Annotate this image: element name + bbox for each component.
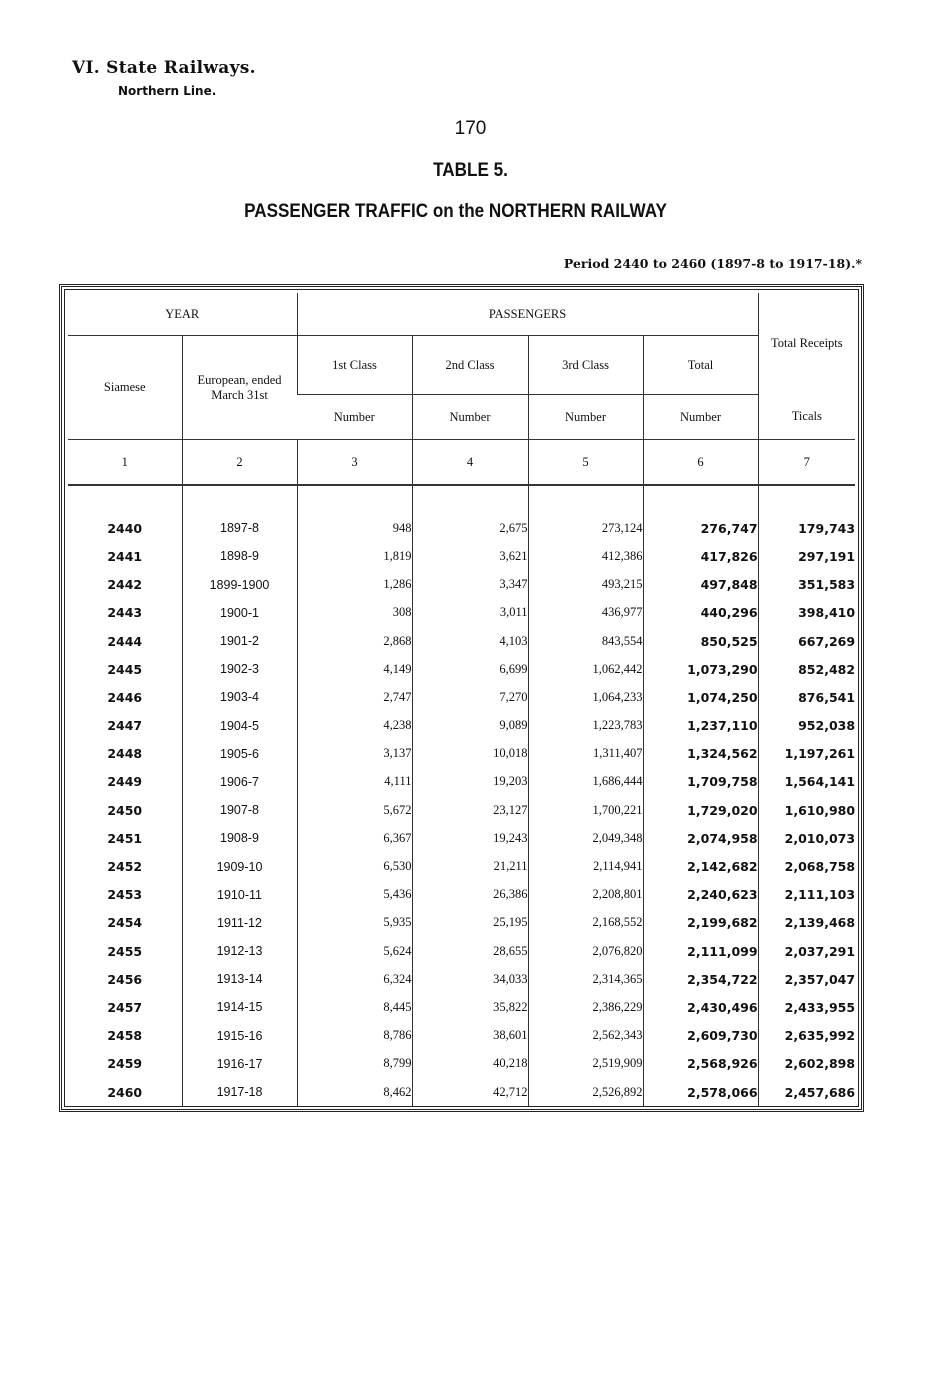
table-row [68, 937, 855, 965]
european-year-cell: 1897-8 [182, 514, 297, 542]
siamese-year-cell: 2456 [107, 971, 143, 987]
siamese-year-cell: 2453 [107, 887, 143, 903]
third-class-cell: 1,062,442 [528, 655, 643, 683]
first-class-cell: 2,747 [297, 683, 412, 711]
first-class-cell: 1,819 [297, 542, 412, 570]
first-class-header: 1st Class [297, 336, 412, 395]
table-row [68, 881, 855, 909]
period-note: Period 2440 to 2460 (1897-8 to 1917-18).* [563, 256, 862, 271]
third-class-cell: 2,519,909 [528, 1050, 643, 1078]
first-class-cell: 6,367 [297, 824, 412, 852]
total-passengers-cell: 276,747 [643, 514, 758, 542]
table-row [68, 965, 855, 993]
european-year-cell: 1906-7 [182, 768, 297, 796]
european-year-cell: 1902-3 [182, 655, 297, 683]
second-class-cell: 19,243 [412, 824, 528, 852]
table-row [68, 768, 855, 796]
siamese-year-cell: 2447 [107, 718, 143, 734]
year-group-header: YEAR [68, 293, 297, 336]
siamese-year-cell: 2458 [107, 1028, 143, 1044]
first-class-cell: 5,935 [297, 909, 412, 937]
second-class-cell: 10,018 [412, 740, 528, 768]
total-passengers-cell: 1,074,250 [643, 683, 758, 711]
passenger-traffic-table [68, 293, 855, 1106]
total-header: Total [643, 336, 758, 395]
second-class-cell: 3,011 [412, 599, 528, 627]
first-class-cell: 8,445 [297, 993, 412, 1021]
european-year-cell: 1913-14 [182, 965, 297, 993]
total-receipts-cell: 876,541 [758, 683, 855, 711]
third-class-cell: 2,562,343 [528, 1022, 643, 1050]
third-class-cell: 2,168,552 [528, 909, 643, 937]
first-class-cell: 8,462 [297, 1078, 412, 1106]
third-class-cell: 2,049,348 [528, 824, 643, 852]
third-class-cell: 1,686,444 [528, 768, 643, 796]
second-class-cell: 26,386 [412, 881, 528, 909]
siamese-year-cell: 2446 [107, 689, 143, 705]
third-class-header: 3rd Class [528, 336, 643, 395]
third-class-cell: 1,223,783 [528, 712, 643, 740]
european-year-cell: 1905-6 [182, 740, 297, 768]
total-receipts-cell: 2,139,468 [758, 909, 855, 937]
table-row [68, 655, 855, 683]
second-class-cell: 21,211 [412, 852, 528, 880]
total-receipts-cell: 1,564,141 [758, 768, 855, 796]
table-row [68, 852, 855, 880]
total-receipts-cell: 351,583 [758, 571, 855, 599]
second-class-cell: 38,601 [412, 1022, 528, 1050]
third-class-cell: 493,215 [528, 571, 643, 599]
first-class-cell: 5,672 [297, 796, 412, 824]
second-class-cell: 7,270 [412, 683, 528, 711]
total-passengers-cell: 1,709,758 [643, 768, 758, 796]
total-passengers-cell: 1,237,110 [643, 712, 758, 740]
column-number: 1 [68, 440, 182, 486]
third-class-cell: 2,386,229 [528, 993, 643, 1021]
european-year-cell: 1908-9 [182, 824, 297, 852]
first-class-cell: 4,238 [297, 712, 412, 740]
european-year-cell: 1917-18 [182, 1078, 297, 1106]
total-receipts-cell: 398,410 [758, 599, 855, 627]
table-row [68, 571, 855, 599]
total-passengers-cell: 497,848 [643, 571, 758, 599]
total-receipts-cell: 952,038 [758, 712, 855, 740]
second-class-cell: 28,655 [412, 937, 528, 965]
table-row [68, 599, 855, 627]
first-class-cell: 4,149 [297, 655, 412, 683]
section-title: VI. State Railways. [72, 58, 256, 78]
total-passengers-cell: 1,073,290 [643, 655, 758, 683]
european-year-cell: 1914-15 [182, 993, 297, 1021]
siamese-header: Siamese [68, 336, 182, 440]
siamese-year-cell: 2441 [107, 548, 143, 564]
third-class-cell: 2,076,820 [528, 937, 643, 965]
siamese-year-cell: 2452 [107, 859, 143, 875]
siamese-year-cell: 2440 [107, 520, 143, 536]
total-receipts-cell: 297,191 [758, 542, 855, 570]
table-row [68, 909, 855, 937]
second-class-unit: Number [412, 395, 528, 440]
european-year-cell: 1915-16 [182, 1022, 297, 1050]
total-passengers-cell: 1,324,562 [643, 740, 758, 768]
first-class-cell: 308 [297, 599, 412, 627]
siamese-year-cell: 2450 [107, 802, 143, 818]
total-passengers-cell: 2,111,099 [643, 937, 758, 965]
total-receipts-cell: 2,111,103 [758, 881, 855, 909]
siamese-year-cell: 2455 [107, 943, 143, 959]
total-receipts-cell: 852,482 [758, 655, 855, 683]
total-passengers-cell: 2,240,623 [643, 881, 758, 909]
third-class-unit: Number [528, 395, 643, 440]
european-header: European, ended March 31st [182, 336, 297, 440]
third-class-cell: 412,386 [528, 542, 643, 570]
european-year-cell: 1911-12 [182, 909, 297, 937]
european-year-cell: 1898-9 [182, 542, 297, 570]
total-passengers-cell: 2,609,730 [643, 1022, 758, 1050]
total-receipts-cell: 2,357,047 [758, 965, 855, 993]
table-row [68, 712, 855, 740]
column-number: 4 [412, 440, 528, 486]
second-class-cell: 4,103 [412, 627, 528, 655]
second-class-cell: 40,218 [412, 1050, 528, 1078]
siamese-year-cell: 2442 [107, 577, 143, 593]
passengers-group-header: PASSENGERS [297, 293, 758, 336]
total-receipts-cell: 2,602,898 [758, 1050, 855, 1078]
total-receipts-cell: 1,197,261 [758, 740, 855, 768]
column-number: 7 [758, 440, 855, 486]
first-class-cell: 8,786 [297, 1022, 412, 1050]
first-class-cell: 5,436 [297, 881, 412, 909]
european-year-cell: 1904-5 [182, 712, 297, 740]
third-class-cell: 273,124 [528, 514, 643, 542]
total-passengers-cell: 2,074,958 [643, 824, 758, 852]
total-receipts-cell: 2,010,073 [758, 824, 855, 852]
total-passengers-cell: 2,430,496 [643, 993, 758, 1021]
second-class-cell: 23,127 [412, 796, 528, 824]
european-year-cell: 1916-17 [182, 1050, 297, 1078]
european-year-cell: 1903-4 [182, 683, 297, 711]
total-passengers-cell: 417,826 [643, 542, 758, 570]
third-class-cell: 436,977 [528, 599, 643, 627]
total-receipts-cell: 2,635,992 [758, 1022, 855, 1050]
siamese-year-cell: 2451 [107, 830, 143, 846]
european-year-cell: 1912-13 [182, 937, 297, 965]
table-row [68, 1022, 855, 1050]
first-class-cell: 6,324 [297, 965, 412, 993]
first-class-cell: 948 [297, 514, 412, 542]
second-class-cell: 2,675 [412, 514, 528, 542]
page-number: 170 [454, 118, 487, 139]
table-number: TABLE 5. [433, 160, 508, 181]
table-row [68, 796, 855, 824]
column-number: 3 [297, 440, 412, 486]
european-year-cell: 1901-2 [182, 627, 297, 655]
siamese-year-cell: 2459 [107, 1056, 143, 1072]
total-receipts-cell: 1,610,980 [758, 796, 855, 824]
first-class-cell: 2,868 [297, 627, 412, 655]
siamese-year-cell: 2449 [107, 774, 143, 790]
second-class-cell: 3,621 [412, 542, 528, 570]
second-class-cell: 35,822 [412, 993, 528, 1021]
siamese-year-cell: 2448 [107, 746, 143, 762]
european-year-cell: 1909-10 [182, 852, 297, 880]
total-passengers-cell: 440,296 [643, 599, 758, 627]
second-class-cell: 19,203 [412, 768, 528, 796]
table-row [68, 683, 855, 711]
siamese-year-cell: 2454 [107, 915, 143, 931]
total-receipts-cell: 179,743 [758, 514, 855, 542]
total-receipts-cell: 2,457,686 [758, 1078, 855, 1106]
total-passengers-cell: 2,568,926 [643, 1050, 758, 1078]
third-class-cell: 1,311,407 [528, 740, 643, 768]
first-class-cell: 1,286 [297, 571, 412, 599]
table-row [68, 1050, 855, 1078]
european-year-cell: 1910-11 [182, 881, 297, 909]
third-class-cell: 2,526,892 [528, 1078, 643, 1106]
total-passengers-cell: 2,199,682 [643, 909, 758, 937]
column-number: 6 [643, 440, 758, 486]
total-passengers-cell: 1,729,020 [643, 796, 758, 824]
siamese-year-cell: 2460 [107, 1084, 143, 1100]
table-frame [59, 284, 864, 1112]
third-class-cell: 1,064,233 [528, 683, 643, 711]
table-title: PASSENGER TRAFFIC on the NORTHERN RAILWAY [244, 201, 667, 222]
total-passengers-cell: 850,525 [643, 627, 758, 655]
total-passengers-cell: 2,142,682 [643, 852, 758, 880]
second-class-cell: 3,347 [412, 571, 528, 599]
third-class-cell: 843,554 [528, 627, 643, 655]
second-class-cell: 25,195 [412, 909, 528, 937]
total-passengers-cell: 2,354,722 [643, 965, 758, 993]
second-class-cell: 34,033 [412, 965, 528, 993]
first-class-cell: 6,530 [297, 852, 412, 880]
first-class-cell: 5,624 [297, 937, 412, 965]
first-class-cell: 3,137 [297, 740, 412, 768]
total-receipts-header: Total Receipts [758, 293, 855, 395]
third-class-cell: 2,208,801 [528, 881, 643, 909]
total-passengers-cell: 2,578,066 [643, 1078, 758, 1106]
siamese-year-cell: 2457 [107, 999, 143, 1015]
third-class-cell: 2,114,941 [528, 852, 643, 880]
column-number: 2 [182, 440, 297, 486]
siamese-year-cell: 2443 [107, 605, 143, 621]
table-row [68, 993, 855, 1021]
section-subtitle: Northern Line. [118, 84, 217, 98]
first-class-cell: 8,799 [297, 1050, 412, 1078]
second-class-cell: 42,712 [412, 1078, 528, 1106]
total-receipts-cell: 2,068,758 [758, 852, 855, 880]
european-year-cell: 1907-8 [182, 796, 297, 824]
receipts-unit: Ticals [758, 395, 855, 440]
table-row [68, 824, 855, 852]
table-row [68, 740, 855, 768]
first-class-cell: 4,111 [297, 768, 412, 796]
third-class-cell: 1,700,221 [528, 796, 643, 824]
second-class-header: 2nd Class [412, 336, 528, 395]
siamese-year-cell: 2444 [107, 633, 143, 649]
second-class-cell: 6,699 [412, 655, 528, 683]
first-class-unit: Number [297, 395, 412, 440]
table-row [68, 1078, 855, 1106]
total-receipts-cell: 2,037,291 [758, 937, 855, 965]
column-number: 5 [528, 440, 643, 486]
european-year-cell: 1899-1900 [182, 571, 297, 599]
european-year-cell: 1900-1 [182, 599, 297, 627]
total-receipts-cell: 2,433,955 [758, 993, 855, 1021]
second-class-cell: 9,089 [412, 712, 528, 740]
siamese-year-cell: 2445 [107, 661, 143, 677]
total-receipts-cell: 667,269 [758, 627, 855, 655]
third-class-cell: 2,314,365 [528, 965, 643, 993]
total-unit: Number [643, 395, 758, 440]
table-row [68, 542, 855, 570]
table-row [68, 514, 855, 542]
table-row [68, 627, 855, 655]
